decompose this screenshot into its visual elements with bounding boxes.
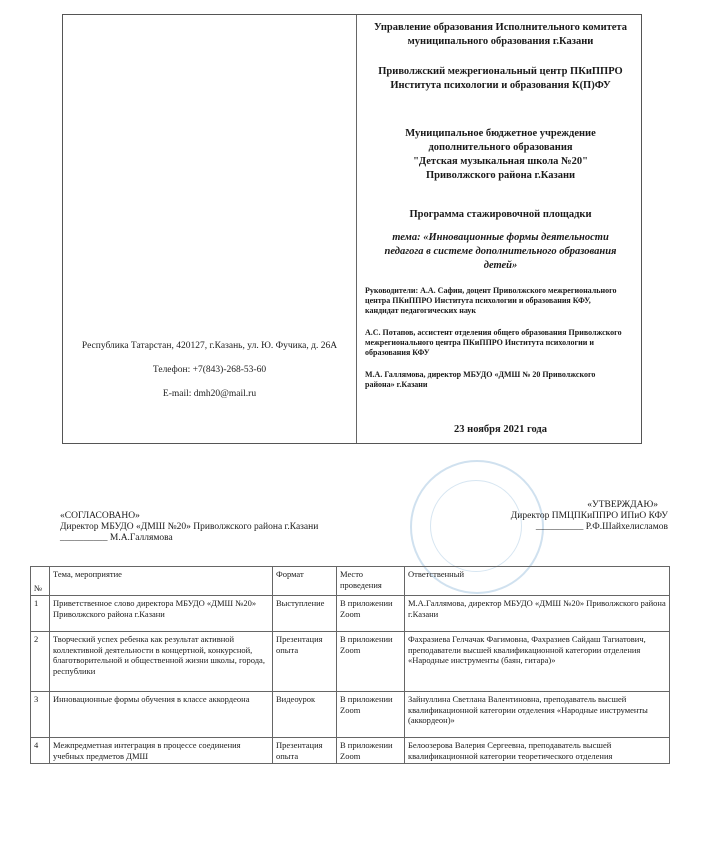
agreed-signature: __________ М.А.Галлямова bbox=[60, 533, 173, 543]
cover-left-column bbox=[63, 15, 356, 443]
row-number: 2 bbox=[31, 632, 50, 692]
org3-line4: Приволжского района г.Казани bbox=[425, 170, 576, 181]
row-topic: Творческий успех ребенка как результат активной коллективной деятельности в концертной, конкурсной, благотворительной и общественной жизни школы, города, республики bbox=[50, 632, 273, 692]
row-number: 1 bbox=[31, 596, 50, 632]
potapov-line1: А.С. Потапов, ассистент отделения общего образования Приволжского bbox=[365, 328, 622, 337]
header-responsible: Ответственный bbox=[405, 567, 670, 596]
row-location: В приложении Zoom bbox=[337, 632, 405, 692]
header-number: № bbox=[31, 567, 50, 596]
address: Республика Татарстан, 420127, г.Казань, ул. Ю. Фучика, д. 26А bbox=[81, 341, 338, 351]
program-table bbox=[30, 566, 670, 764]
row-location: В приложении Zoom bbox=[337, 738, 405, 764]
email: E-mail: dmh20@mail.ru bbox=[162, 389, 257, 399]
row-topic: Приветственное слово директора МБУДО «ДМШ №20» Приволжского района г.Казани bbox=[50, 596, 273, 632]
row-format: Презентация опыта bbox=[273, 632, 337, 692]
theme-line3: детей» bbox=[483, 260, 518, 271]
theme-line2: педагога в системе дополнительного образования bbox=[384, 246, 617, 257]
org3-line1: Муниципальное бюджетное учреждение bbox=[405, 128, 596, 139]
row-format: Видеоурок bbox=[273, 692, 337, 738]
row-format: Выступление bbox=[273, 596, 337, 632]
table-row bbox=[31, 738, 670, 764]
row-number: 4 bbox=[31, 738, 50, 764]
phone: Телефон: +7(843)-268-53-60 bbox=[152, 365, 267, 375]
row-number: 3 bbox=[31, 692, 50, 738]
leaders-line1: Руководители: А.А. Сафин, доцент Приволжского межрегионального bbox=[365, 286, 617, 295]
agreed-title: «СОГЛАСОВАНО» bbox=[60, 511, 140, 521]
leaders-line2: центра ПКиППРО Института психологии и образования КФУ, bbox=[365, 296, 591, 305]
table-row bbox=[31, 596, 670, 632]
table-header-row bbox=[31, 567, 670, 596]
leaders-line3: кандидат педагогических наук bbox=[365, 306, 477, 315]
row-responsible: М.А.Галлямова, директор МБУДО «ДМШ №20» Приволжского района г.Казани bbox=[405, 596, 670, 632]
agreed-block bbox=[60, 511, 360, 544]
org2-line2: Института психологии и образования К(П)ФУ bbox=[390, 80, 611, 91]
program-title: Программа стажировочной площадки bbox=[409, 209, 592, 220]
row-location: В приложении Zoom bbox=[337, 692, 405, 738]
table-row bbox=[31, 692, 670, 738]
approved-block bbox=[468, 500, 668, 533]
gallyamova-line2: района» г.Казани bbox=[365, 380, 428, 389]
header-location: Место проведения bbox=[337, 567, 405, 596]
row-format: Презентация опыта bbox=[273, 738, 337, 764]
row-responsible: Белоозерова Валерия Сергеевна, преподаватель высшей квалификационной категории теоретического отделения bbox=[405, 738, 670, 764]
org2-line1: Приволжский межрегиональный центр ПКиППРО bbox=[378, 66, 623, 77]
table-row bbox=[31, 632, 670, 692]
potapov-line3: образования КФУ bbox=[365, 348, 430, 357]
row-responsible: Зайнуллина Светлана Валентиновна, преподаватель высшей квалификационной категории отделения «Народные инструменты (аккордеон)» bbox=[405, 692, 670, 738]
row-topic: Инновационные формы обучения в классе аккордеона bbox=[50, 692, 273, 738]
cover-divider bbox=[356, 15, 357, 443]
gallyamova-line1: М.А. Галлямова, директор МБУДО «ДМШ № 20 Приволжского bbox=[365, 370, 596, 379]
header-topic: Тема, мероприятие bbox=[50, 567, 273, 596]
theme-line1: тема: «Инновационные формы деятельности bbox=[392, 232, 609, 243]
approved-title: «УТВЕРЖДАЮ» bbox=[587, 500, 658, 510]
cover-date: 23 ноября 2021 года bbox=[454, 424, 547, 435]
org3-line3: "Детская музыкальная школа №20" bbox=[413, 156, 588, 167]
approved-signature: __________ Р.Ф.Шайхелисламов bbox=[535, 522, 668, 532]
header-format: Формат bbox=[273, 567, 337, 596]
approved-position: Директор ПМЦПКиППРО ИПиО КФУ bbox=[510, 511, 668, 521]
org1-line1: Управление образования Исполнительного комитета bbox=[374, 22, 627, 33]
org3-line2: дополнительного образования bbox=[428, 142, 573, 153]
agreed-position: Директор МБУДО «ДМШ №20» Приволжского района г.Казани bbox=[60, 522, 319, 532]
potapov-line2: межрегионального центра ПКиППРО Института психологии и bbox=[365, 338, 594, 347]
cover-page bbox=[62, 14, 642, 444]
row-responsible: Фахразиева Гелчачак Фагимовна, Фахразиев Сайдаш Тагиатович, преподаватели высшей квалификационной категории отделения «Народные инструменты (баян, гитара)» bbox=[405, 632, 670, 692]
row-topic: Межпредметная интеграция в процессе соединения учебных предметов ДМШ bbox=[50, 738, 273, 764]
row-location: В приложении Zoom bbox=[337, 596, 405, 632]
cover-right-column bbox=[363, 15, 638, 443]
org1-line2: муниципального образования г.Казани bbox=[407, 36, 594, 47]
